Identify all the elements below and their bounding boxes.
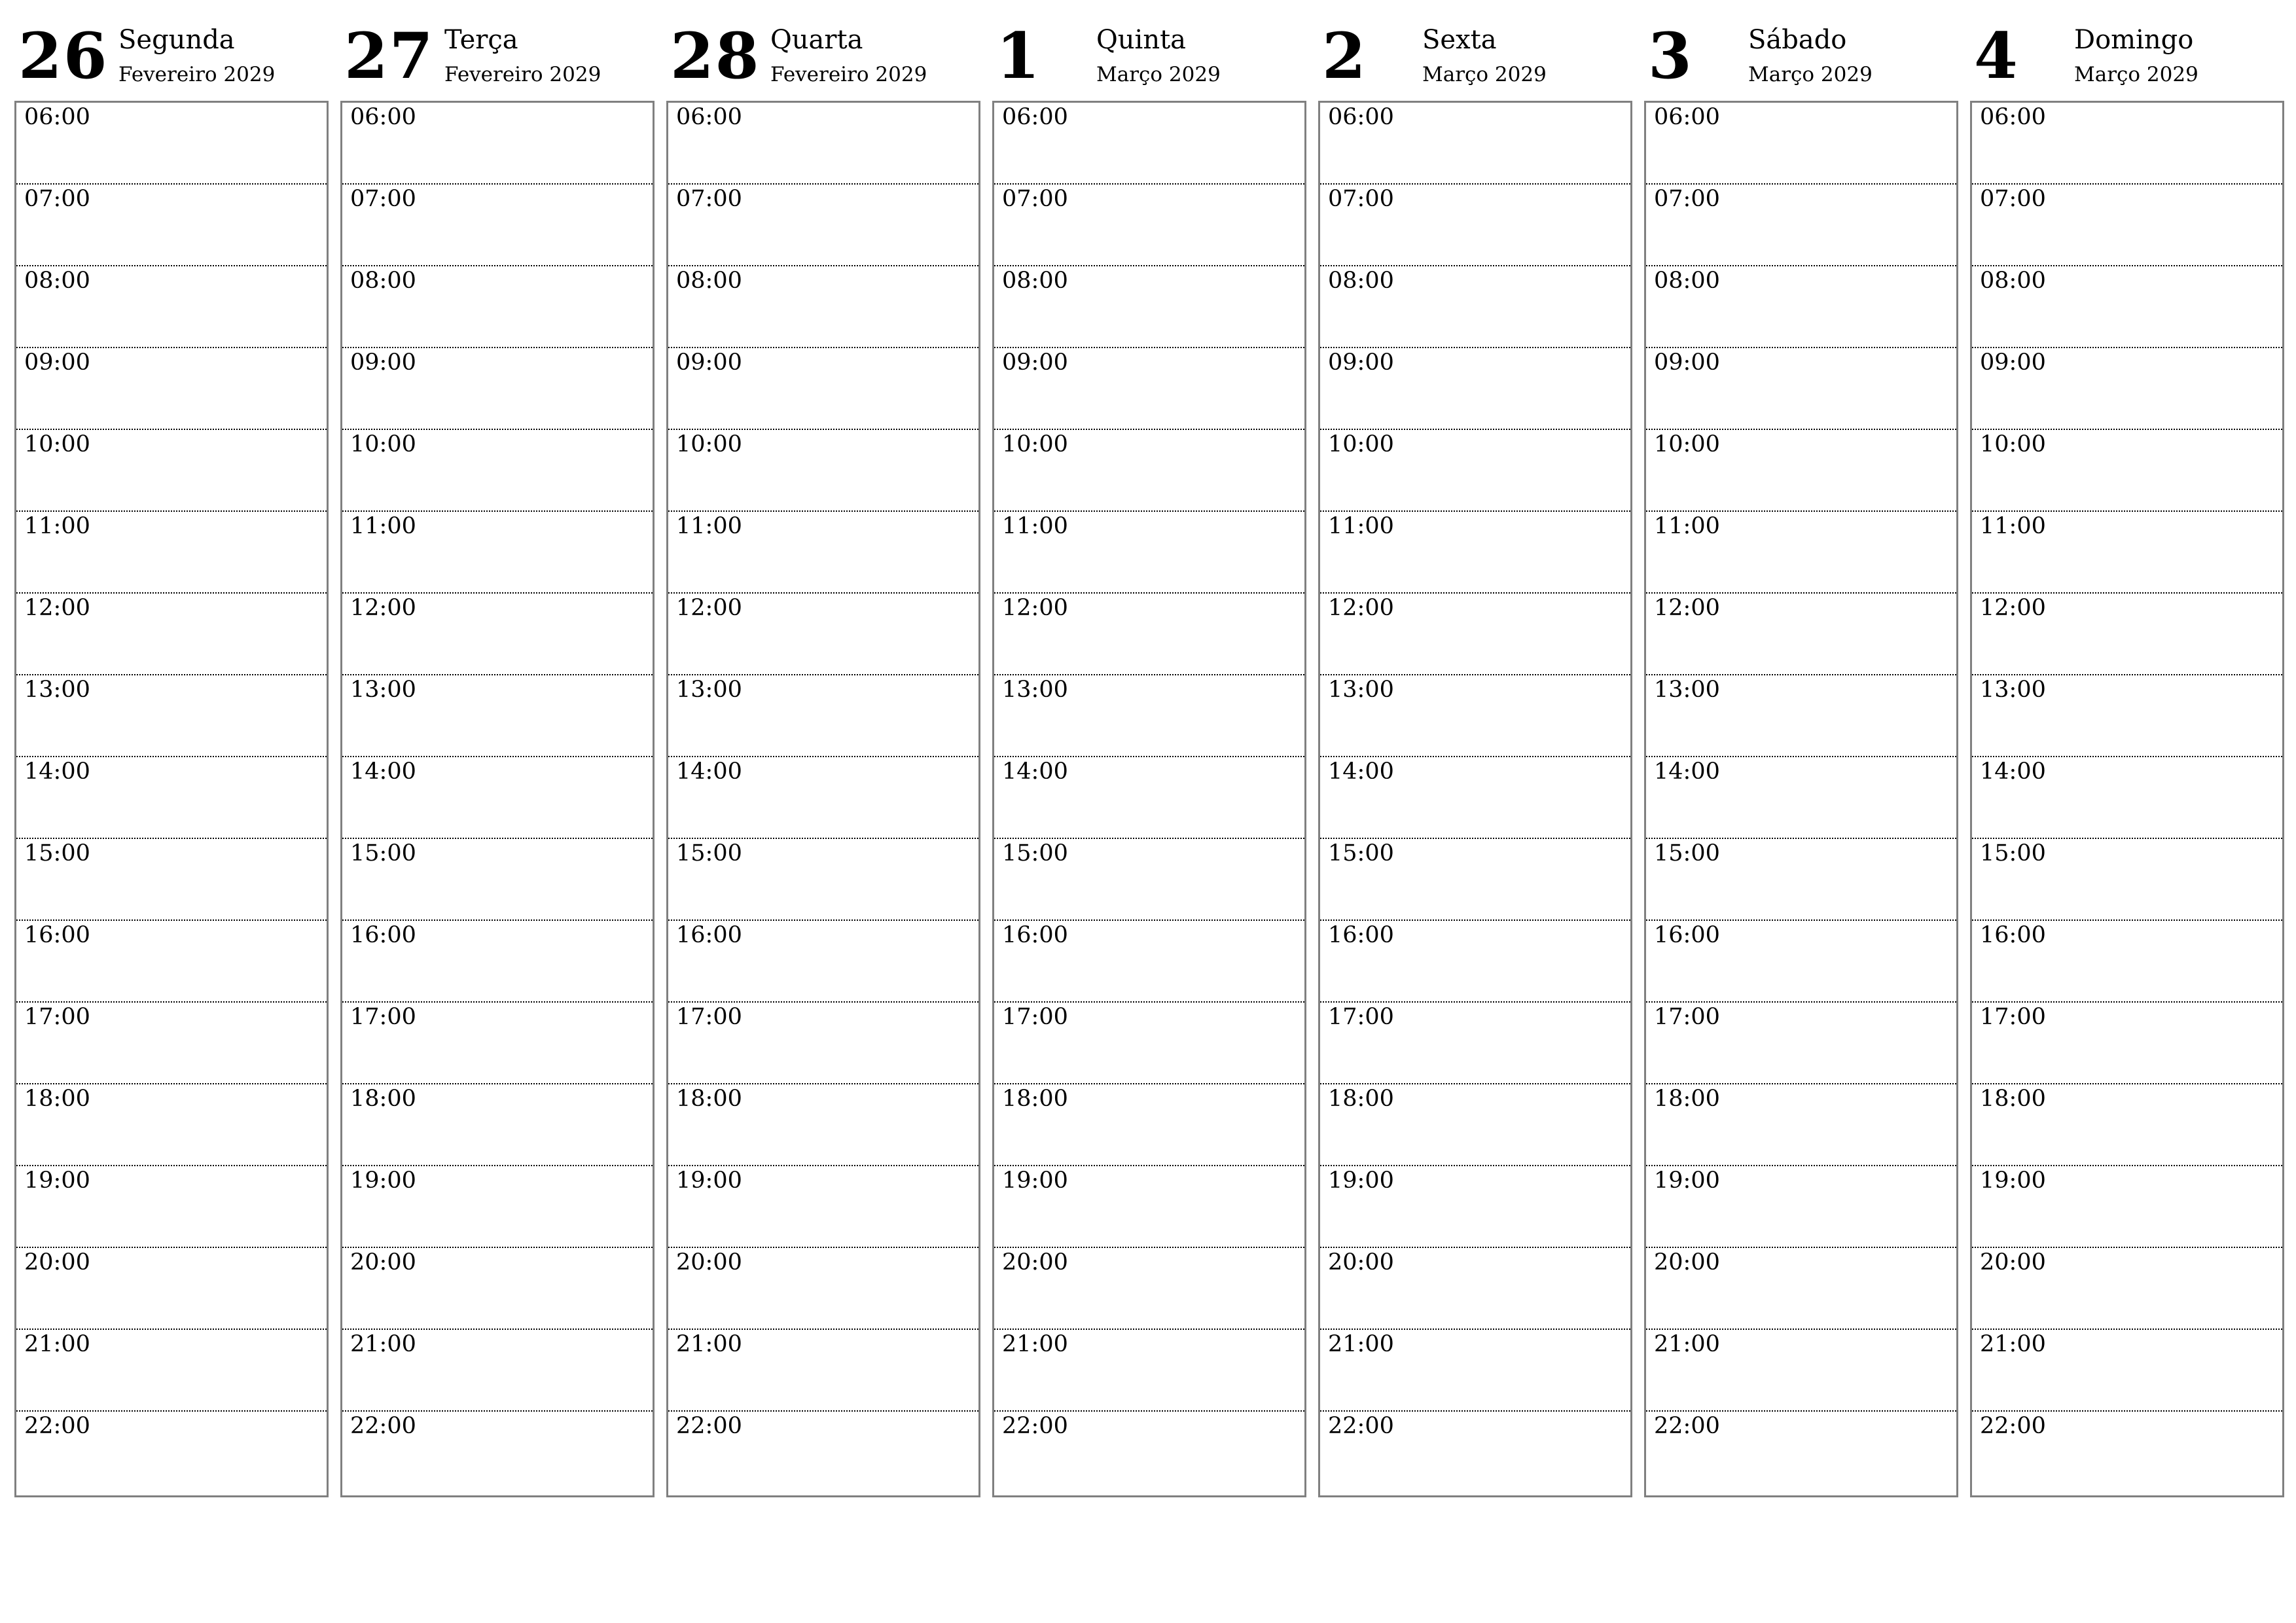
time-slot-label: 18:00: [1002, 1086, 1068, 1112]
time-slot[interactable]: [1320, 1003, 1630, 1084]
time-slot-label: 16:00: [1002, 922, 1068, 948]
time-slot[interactable]: [994, 348, 1304, 430]
time-slot[interactable]: [668, 185, 978, 266]
time-slot-label: 12:00: [1654, 595, 1720, 621]
time-slot[interactable]: [1646, 1166, 1956, 1248]
day-month-year: Março 2029: [2074, 63, 2198, 86]
time-slot-label: 10:00: [1980, 431, 2046, 457]
time-slot[interactable]: [668, 675, 978, 757]
time-slot-label: 19:00: [24, 1168, 90, 1194]
time-slot[interactable]: [342, 1003, 653, 1084]
time-slot-label: 16:00: [350, 922, 416, 948]
time-slot[interactable]: [1972, 594, 2282, 675]
time-slot[interactable]: [342, 839, 653, 921]
time-slot-label: 16:00: [1654, 922, 1720, 948]
time-slot[interactable]: [994, 839, 1304, 921]
time-slot[interactable]: [342, 266, 653, 348]
time-slot-label: 13:00: [1002, 677, 1068, 703]
time-slot-label: 21:00: [1328, 1331, 1394, 1357]
time-slot-label: 17:00: [1002, 1004, 1068, 1030]
time-slot[interactable]: [1320, 921, 1630, 1003]
time-slot[interactable]: [1972, 757, 2282, 839]
time-slot[interactable]: [1972, 348, 2282, 430]
time-slot[interactable]: [1320, 185, 1630, 266]
time-slot[interactable]: [668, 1003, 978, 1084]
day-name: Sábado: [1748, 25, 1847, 55]
day-month-year: Março 2029: [1748, 63, 1873, 86]
day-name: Quarta: [770, 25, 863, 55]
time-slot-label: 17:00: [676, 1004, 742, 1030]
time-slot-label: 08:00: [1002, 268, 1068, 294]
time-slot-label: 18:00: [350, 1086, 416, 1112]
time-slot[interactable]: [1972, 1412, 2282, 1493]
time-slot[interactable]: [1320, 103, 1630, 185]
day-schedule-box: [1644, 101, 1958, 1497]
time-slot-label: 13:00: [24, 677, 90, 703]
time-slot-label: 10:00: [1654, 431, 1720, 457]
time-slot-label: 09:00: [24, 349, 90, 376]
day-name: Quinta: [1096, 25, 1187, 55]
time-slot[interactable]: [1320, 1330, 1630, 1412]
time-slot[interactable]: [1646, 185, 1956, 266]
time-slot-label: 22:00: [1002, 1413, 1068, 1439]
time-slot-label: 14:00: [676, 758, 742, 785]
time-slot-label: 12:00: [24, 595, 90, 621]
time-slot-label: 11:00: [1654, 513, 1720, 539]
time-slot-label: 20:00: [676, 1249, 742, 1275]
time-slot-label: 13:00: [676, 677, 742, 703]
time-slot-label: 08:00: [24, 268, 90, 294]
time-slot-label: 10:00: [350, 431, 416, 457]
time-slot-label: 18:00: [1328, 1086, 1394, 1112]
time-slot-label: 12:00: [1328, 595, 1394, 621]
time-slot[interactable]: [1646, 1330, 1956, 1412]
time-slot[interactable]: [668, 921, 978, 1003]
time-slot[interactable]: [1320, 266, 1630, 348]
time-slot-label: 09:00: [1328, 349, 1394, 376]
time-slot[interactable]: [16, 594, 327, 675]
time-slot[interactable]: [1320, 675, 1630, 757]
time-slot-label: 22:00: [24, 1413, 90, 1439]
time-slot[interactable]: [16, 1412, 327, 1493]
time-slot-label: 08:00: [676, 268, 742, 294]
time-slot[interactable]: [994, 757, 1304, 839]
time-slot-label: 15:00: [24, 840, 90, 866]
time-slot-label: 16:00: [1328, 922, 1394, 948]
time-slot[interactable]: [1972, 1166, 2282, 1248]
time-slot-label: 11:00: [1002, 513, 1068, 539]
time-slot-label: 22:00: [1328, 1413, 1394, 1439]
time-slot-label: 19:00: [676, 1168, 742, 1194]
time-slot[interactable]: [668, 1330, 978, 1412]
time-slot[interactable]: [16, 266, 327, 348]
time-slot-label: 11:00: [1328, 513, 1394, 539]
time-slot-label: 07:00: [350, 186, 416, 212]
time-slot[interactable]: [1972, 1084, 2282, 1166]
time-slot-label: 17:00: [1328, 1004, 1394, 1030]
time-slot-label: 12:00: [676, 595, 742, 621]
day-name: Sexta: [1422, 25, 1497, 55]
time-slot-label: 11:00: [1980, 513, 2046, 539]
day-header: [1970, 20, 2283, 101]
time-slot-label: 13:00: [1654, 677, 1720, 703]
time-slot-label: 11:00: [350, 513, 416, 539]
day-header: [992, 20, 1305, 101]
time-slot[interactable]: [1320, 512, 1630, 594]
time-slot-label: 14:00: [1980, 758, 2046, 785]
time-slot-label: 17:00: [1980, 1004, 2046, 1030]
time-slot[interactable]: [1646, 839, 1956, 921]
time-slot-label: 08:00: [1980, 268, 2046, 294]
time-slot-label: 20:00: [1654, 1249, 1720, 1275]
time-slot[interactable]: [16, 348, 327, 430]
day-schedule-box: [1318, 101, 1632, 1497]
time-slot-label: 06:00: [1654, 104, 1720, 130]
time-slot-label: 08:00: [350, 268, 416, 294]
day-header: [14, 20, 327, 101]
time-slot-label: 09:00: [1980, 349, 2046, 376]
time-slot[interactable]: [16, 1003, 327, 1084]
day-header: [1318, 20, 1631, 101]
time-slot[interactable]: [1646, 1248, 1956, 1330]
time-slot[interactable]: [994, 512, 1304, 594]
time-slot[interactable]: [342, 1166, 653, 1248]
time-slot-label: 16:00: [24, 922, 90, 948]
time-slot-label: 18:00: [1654, 1086, 1720, 1112]
day-month-year: Fevereiro 2029: [444, 63, 601, 86]
time-slot[interactable]: [1646, 430, 1956, 512]
time-slot-label: 07:00: [1980, 186, 2046, 212]
time-slot[interactable]: [16, 675, 327, 757]
time-slot[interactable]: [668, 757, 978, 839]
time-slot-label: 15:00: [1002, 840, 1068, 866]
time-slot[interactable]: [994, 430, 1304, 512]
time-slot-label: 09:00: [1654, 349, 1720, 376]
time-slot[interactable]: [668, 594, 978, 675]
time-slot-label: 20:00: [1328, 1249, 1394, 1275]
time-slot-label: 09:00: [676, 349, 742, 376]
time-slot-label: 13:00: [1980, 677, 2046, 703]
time-slot[interactable]: [994, 594, 1304, 675]
day-number: 4: [1974, 19, 2019, 93]
time-slot-label: 10:00: [676, 431, 742, 457]
day-column: [340, 19, 653, 1439]
time-slot-label: 11:00: [24, 513, 90, 539]
time-slot[interactable]: [1646, 675, 1956, 757]
time-slot-label: 21:00: [350, 1331, 416, 1357]
day-header: [1644, 20, 1957, 101]
time-slot-label: 06:00: [24, 104, 90, 130]
time-slot-label: 20:00: [24, 1249, 90, 1275]
time-slot[interactable]: [994, 1166, 1304, 1248]
day-header: [666, 20, 979, 101]
time-slot-label: 19:00: [1002, 1168, 1068, 1194]
time-slot[interactable]: [668, 839, 978, 921]
time-slot[interactable]: [994, 1330, 1304, 1412]
time-slot[interactable]: [994, 1084, 1304, 1166]
time-slot[interactable]: [1646, 921, 1956, 1003]
day-schedule-box: [666, 101, 980, 1497]
time-slot[interactable]: [1972, 266, 2282, 348]
time-slot-label: 20:00: [350, 1249, 416, 1275]
day-month-year: Março 2029: [1096, 63, 1221, 86]
time-slot-label: 19:00: [350, 1168, 416, 1194]
day-month-year: Fevereiro 2029: [770, 63, 927, 86]
time-slot-label: 15:00: [1654, 840, 1720, 866]
day-column: [1644, 19, 1957, 1439]
time-slot[interactable]: [342, 1084, 653, 1166]
time-slot[interactable]: [16, 1084, 327, 1166]
day-schedule-box: [992, 101, 1306, 1497]
time-slot[interactable]: [1646, 348, 1956, 430]
time-slot[interactable]: [668, 1412, 978, 1493]
time-slot[interactable]: [342, 1412, 653, 1493]
time-slot-label: 21:00: [1002, 1331, 1068, 1357]
time-slot[interactable]: [16, 103, 327, 185]
time-slot-label: 06:00: [1002, 104, 1068, 130]
time-slot[interactable]: [1972, 921, 2282, 1003]
time-slot[interactable]: [342, 1330, 653, 1412]
time-slot-label: 16:00: [1980, 922, 2046, 948]
time-slot-label: 21:00: [676, 1331, 742, 1357]
time-slot-label: 14:00: [1002, 758, 1068, 785]
day-number: 28: [670, 19, 761, 93]
time-slot[interactable]: [1646, 266, 1956, 348]
time-slot[interactable]: [342, 594, 653, 675]
time-slot-label: 14:00: [350, 758, 416, 785]
time-slot[interactable]: [1972, 839, 2282, 921]
time-slot-label: 21:00: [1654, 1331, 1720, 1357]
time-slot[interactable]: [1972, 1248, 2282, 1330]
time-slot[interactable]: [342, 185, 653, 266]
time-slot[interactable]: [1646, 1412, 1956, 1493]
day-schedule-box: [1970, 101, 2284, 1497]
time-slot[interactable]: [994, 1412, 1304, 1493]
day-name: Domingo: [2074, 25, 2194, 55]
time-slot-label: 20:00: [1002, 1249, 1068, 1275]
time-slot-label: 12:00: [350, 595, 416, 621]
time-slot[interactable]: [1320, 757, 1630, 839]
time-slot[interactable]: [1972, 675, 2282, 757]
time-slot-label: 18:00: [676, 1086, 742, 1112]
time-slot[interactable]: [342, 1248, 653, 1330]
time-slot[interactable]: [668, 1166, 978, 1248]
time-slot-label: 19:00: [1654, 1168, 1720, 1194]
time-slot-label: 21:00: [1980, 1331, 2046, 1357]
time-slot[interactable]: [342, 512, 653, 594]
day-header: [340, 20, 653, 101]
time-slot[interactable]: [16, 921, 327, 1003]
time-slot[interactable]: [1320, 594, 1630, 675]
day-number: 1: [996, 19, 1041, 93]
time-slot-label: 21:00: [24, 1331, 90, 1357]
time-slot[interactable]: [1320, 1412, 1630, 1493]
time-slot-label: 10:00: [24, 431, 90, 457]
time-slot[interactable]: [1320, 839, 1630, 921]
time-slot-label: 19:00: [1328, 1168, 1394, 1194]
time-slot-label: 17:00: [350, 1004, 416, 1030]
time-slot-label: 17:00: [24, 1004, 90, 1030]
time-slot[interactable]: [1320, 1084, 1630, 1166]
day-number: 3: [1648, 19, 1693, 93]
day-name: Terça: [444, 25, 518, 55]
time-slot[interactable]: [994, 675, 1304, 757]
time-slot[interactable]: [1320, 348, 1630, 430]
time-slot[interactable]: [1972, 103, 2282, 185]
time-slot[interactable]: [1646, 103, 1956, 185]
time-slot[interactable]: [16, 757, 327, 839]
time-slot[interactable]: [16, 185, 327, 266]
time-slot[interactable]: [1320, 1166, 1630, 1248]
day-schedule-box: [340, 101, 655, 1497]
day-month-year: Fevereiro 2029: [118, 63, 276, 86]
time-slot-label: 22:00: [350, 1413, 416, 1439]
time-slot-label: 18:00: [1980, 1086, 2046, 1112]
time-slot[interactable]: [342, 921, 653, 1003]
time-slot-label: 14:00: [24, 758, 90, 785]
time-slot-label: 12:00: [1980, 595, 2046, 621]
time-slot[interactable]: [1320, 430, 1630, 512]
time-slot[interactable]: [994, 1003, 1304, 1084]
time-slot-label: 06:00: [1328, 104, 1394, 130]
time-slot[interactable]: [994, 185, 1304, 266]
day-name: Segunda: [118, 25, 235, 55]
day-number: 2: [1322, 19, 1367, 93]
time-slot[interactable]: [1646, 594, 1956, 675]
weekly-planner: [14, 20, 2283, 1499]
time-slot-label: 13:00: [1328, 677, 1394, 703]
time-slot[interactable]: [16, 1330, 327, 1412]
time-slot[interactable]: [668, 266, 978, 348]
time-slot[interactable]: [342, 348, 653, 430]
time-slot-label: 20:00: [1980, 1249, 2046, 1275]
time-slot[interactable]: [16, 1248, 327, 1330]
time-slot-label: 15:00: [676, 840, 742, 866]
day-column: [14, 19, 327, 1439]
time-slot-label: 07:00: [24, 186, 90, 212]
day-column: [1318, 19, 1631, 1439]
time-slot-label: 16:00: [676, 922, 742, 948]
day-number: 27: [344, 19, 435, 93]
time-slot[interactable]: [994, 1248, 1304, 1330]
time-slot-label: 10:00: [1328, 431, 1394, 457]
time-slot[interactable]: [1646, 512, 1956, 594]
time-slot[interactable]: [1646, 757, 1956, 839]
time-slot[interactable]: [342, 757, 653, 839]
time-slot-label: 22:00: [1654, 1413, 1720, 1439]
time-slot-label: 07:00: [676, 186, 742, 212]
time-slot-label: 08:00: [1654, 268, 1720, 294]
time-slot[interactable]: [1972, 185, 2282, 266]
time-slot-label: 11:00: [676, 513, 742, 539]
time-slot-label: 15:00: [1328, 840, 1394, 866]
time-slot[interactable]: [16, 1166, 327, 1248]
time-slot[interactable]: [1972, 1330, 2282, 1412]
time-slot-label: 14:00: [1328, 758, 1394, 785]
time-slot-label: 14:00: [1654, 758, 1720, 785]
time-slot-label: 22:00: [676, 1413, 742, 1439]
day-column: [666, 19, 979, 1439]
time-slot[interactable]: [668, 430, 978, 512]
time-slot[interactable]: [668, 512, 978, 594]
time-slot-label: 12:00: [1002, 595, 1068, 621]
time-slot[interactable]: [1972, 512, 2282, 594]
time-slot-label: 07:00: [1002, 186, 1068, 212]
time-slot-label: 22:00: [1980, 1413, 2046, 1439]
time-slot-label: 15:00: [1980, 840, 2046, 866]
time-slot-label: 09:00: [350, 349, 416, 376]
day-column: [992, 19, 1305, 1439]
time-slot-label: 07:00: [1654, 186, 1720, 212]
day-schedule-box: [14, 101, 329, 1497]
time-slot[interactable]: [342, 103, 653, 185]
day-column: [1970, 19, 2283, 1439]
time-slot[interactable]: [342, 430, 653, 512]
time-slot-label: 06:00: [350, 104, 416, 130]
time-slot[interactable]: [16, 839, 327, 921]
time-slot-label: 09:00: [1002, 349, 1068, 376]
time-slot[interactable]: [1972, 430, 2282, 512]
time-slot-label: 06:00: [1980, 104, 2046, 130]
time-slot[interactable]: [1646, 1084, 1956, 1166]
time-slot[interactable]: [668, 1248, 978, 1330]
time-slot[interactable]: [1972, 1003, 2282, 1084]
day-number: 26: [18, 19, 109, 93]
time-slot[interactable]: [16, 430, 327, 512]
time-slot-label: 13:00: [350, 677, 416, 703]
time-slot-label: 10:00: [1002, 431, 1068, 457]
time-slot[interactable]: [668, 348, 978, 430]
time-slot[interactable]: [1320, 1248, 1630, 1330]
time-slot[interactable]: [668, 1084, 978, 1166]
time-slot[interactable]: [994, 921, 1304, 1003]
time-slot[interactable]: [342, 675, 653, 757]
time-slot-label: 07:00: [1328, 186, 1394, 212]
day-month-year: Março 2029: [1422, 63, 1547, 86]
time-slot[interactable]: [994, 103, 1304, 185]
time-slot[interactable]: [1646, 1003, 1956, 1084]
time-slot-label: 15:00: [350, 840, 416, 866]
time-slot[interactable]: [16, 512, 327, 594]
time-slot-label: 19:00: [1980, 1168, 2046, 1194]
time-slot-label: 18:00: [24, 1086, 90, 1112]
time-slot-label: 17:00: [1654, 1004, 1720, 1030]
time-slot[interactable]: [668, 103, 978, 185]
time-slot[interactable]: [994, 266, 1304, 348]
time-slot-label: 08:00: [1328, 268, 1394, 294]
time-slot-label: 06:00: [676, 104, 742, 130]
